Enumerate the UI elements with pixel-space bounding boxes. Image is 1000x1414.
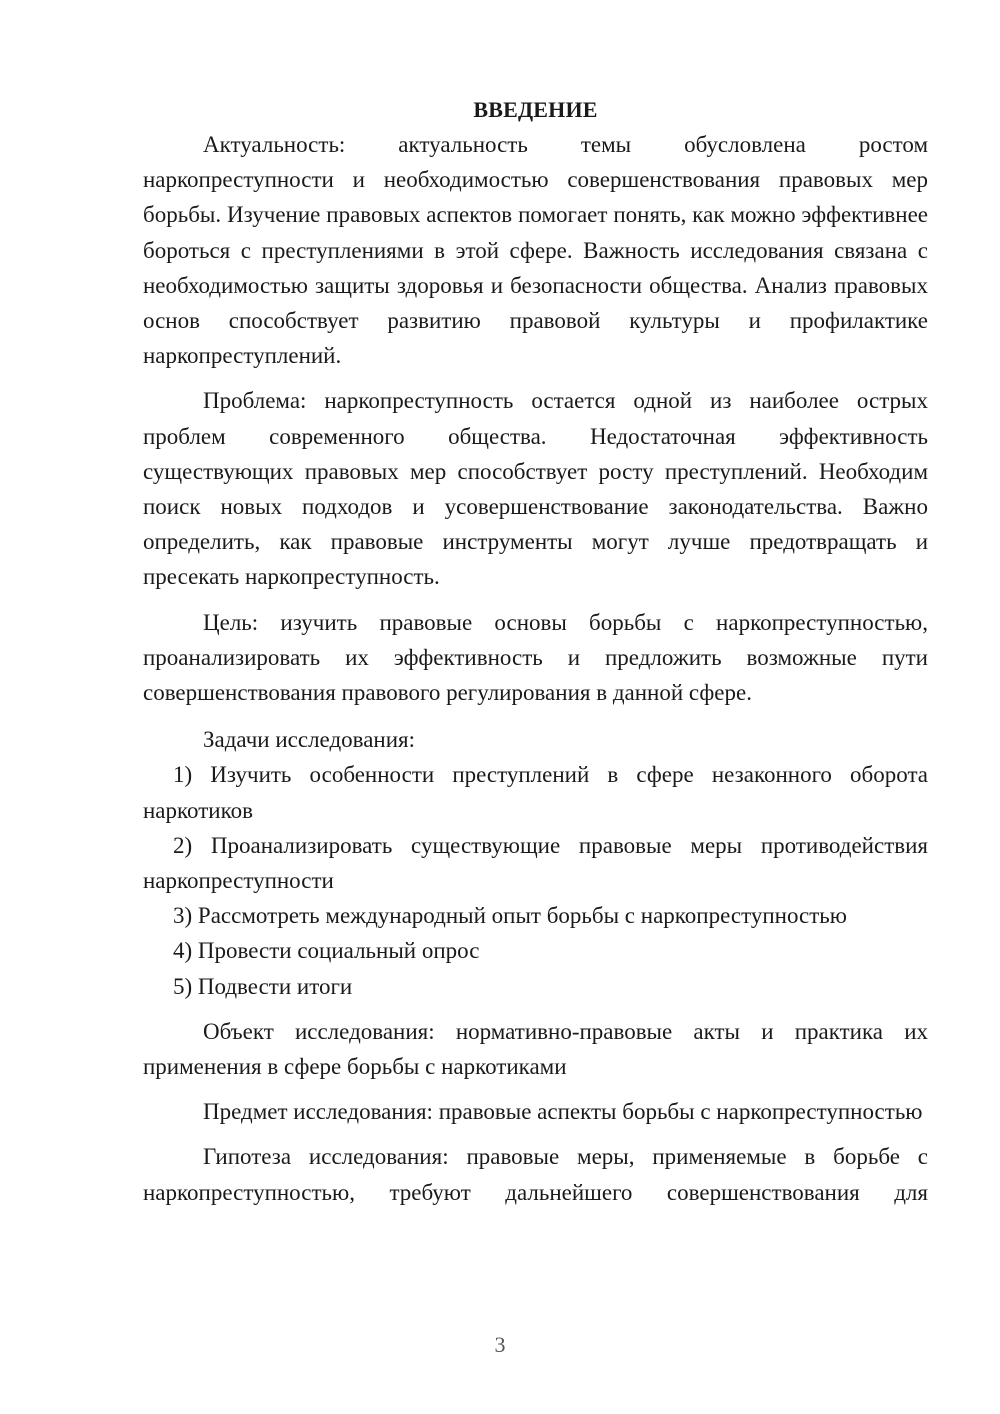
object-paragraph: Объект исследования: нормативно-правовые акты и практика их применения в сфере борьбы с наркотиками	[143, 1018, 928, 1080]
subject-paragraph: Предмет исследования: правовые аспекты борьбы с наркопреступностью	[203, 1099, 923, 1125]
task-item-2: 2) Проанализировать существующие правовые меры противодействия наркопреступности	[143, 832, 928, 894]
goal-paragraph: Цель: изучить правовые основы борьбы с наркопреступностью, проанализировать их эффективность и предложить возможные пути совершенствования правового регулирования в данной сфере.	[143, 609, 928, 706]
page-title: ВВЕДЕНИЕ	[473, 97, 598, 122]
task-item-5: 5) Подвести итоги	[173, 973, 353, 999]
task-item-4: 4) Провести социальный опрос	[173, 938, 480, 964]
relevance-paragraph: Актуальность: актуальность темы обусловлена ростом наркопреступности и необходимостью совершенствования правовых мер борьбы. Изучение правовых аспектов помогает понять, как можно эффективнее бороться с преступлениями в этой сфере. Важность исследования связана с необходимостью защиты здоровья и безопасности общества. Анализ правовых основ способствует развитию правовой культуры и профилактике наркопреступлений.	[143, 132, 928, 369]
tasks-list	[143, 757, 928, 1003]
page-content	[143, 92, 928, 1210]
problem-paragraph: Проблема: наркопреступность остается одной из наиболее острых проблем современного общества. Недостаточная эффективность существующих правовых мер способствует росту преступлений. Необходим поиск новых подходов и усовершенствование законодательства. Важно определить, как правовые инструменты могут лучше предотвращать и пресекать наркопреступность.	[143, 388, 928, 590]
task-item-3: 3) Рассмотреть международный опыт борьбы с наркопреступностью	[173, 903, 847, 929]
tasks-heading: Задачи исследования:	[203, 727, 416, 753]
task-item-1: 1) Изучить особенности преступлений в сфере незаконного оборота наркотиков	[143, 762, 928, 823]
hypothesis-paragraph: Гипотеза исследования: правовые меры, применяемые в борьбе с наркопреступностью, требуют дальнейшего совершенствования для	[143, 1144, 928, 1205]
page-number: 3	[494, 1332, 506, 1357]
